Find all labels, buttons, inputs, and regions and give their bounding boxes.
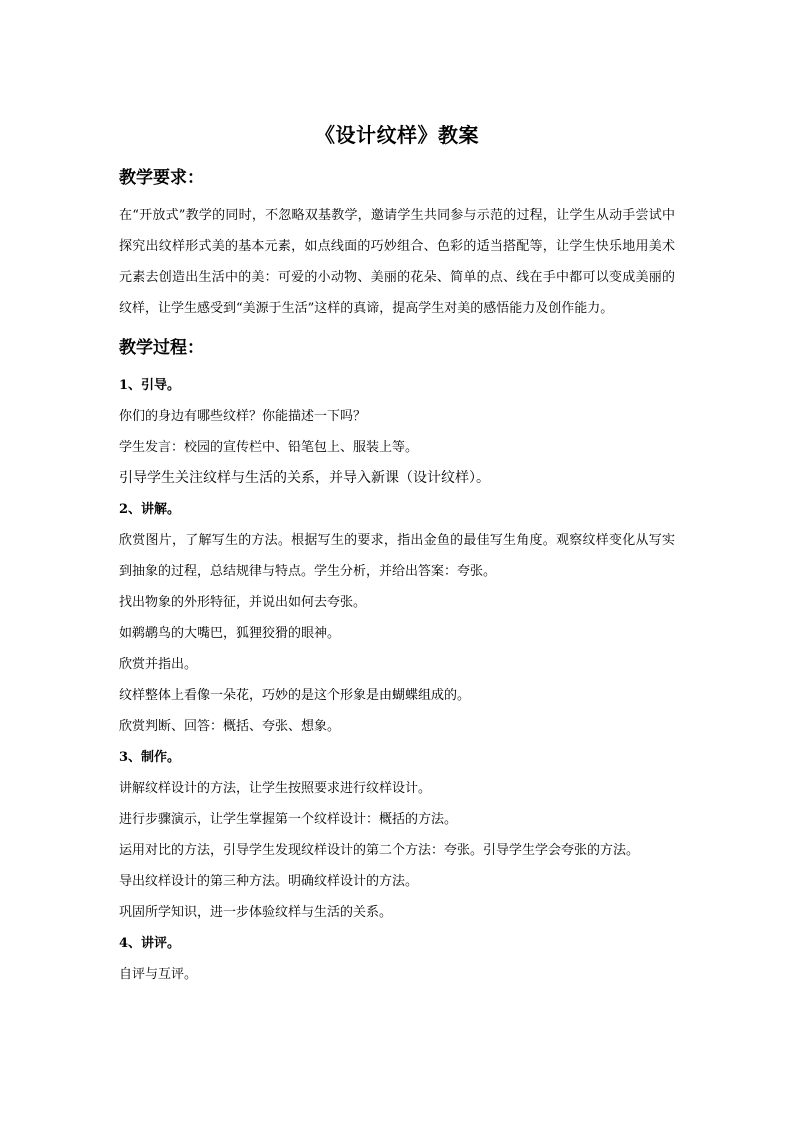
step-heading-guide: 1、引导。 [119, 378, 181, 393]
step-line: 如鹈鹕鸟的大嘴巴，狐狸狡猾的眼神。 [119, 626, 341, 641]
step-line: 自评与互评。 [119, 967, 198, 982]
step-line: 找出物象的外形特征，并说出如何去夸张。 [119, 595, 367, 610]
step-line: 欣赏并指出。 [119, 657, 198, 672]
step-line: 巩固所学知识，进一步体验纹样与生活的关系。 [119, 905, 393, 920]
step-line: 导出纹样设计的第三种方法。明确纹样设计的方法。 [119, 874, 419, 889]
step-line: 欣赏图片，了解写生的方法。根据写生的要求，指出金鱼的最佳写生角度。观察纹样变化从写实到抽象的过程，总结规律与特点。学生分析，并给出答案：夸张。 [119, 533, 675, 579]
document-content [119, 120, 675, 990]
step-line: 引导学生关注纹样与生活的关系，并导入新课（设计纹样）。 [119, 470, 490, 486]
step-heading-explain: 2、讲解。 [119, 502, 181, 517]
step-line: 运用对比的方法，引导学生发现纹样设计的第二个方法：夸张。引导学生学会夸张的方法。 [119, 843, 640, 858]
process-heading: 教学过程： [119, 338, 204, 358]
step-heading-review: 4、讲评。 [119, 936, 181, 951]
requirements-text: 在“开放式”教学的同时，不忽略双基教学，邀请学生共同参与示范的过程，让学生从动手尝试中探究出纹样形式美的基本元素，如点线面的巧妙组合、色彩的适当搭配等，让学生快乐地用美术元素去创造出生活中的美：可爱的小动物、美丽的花朵、简单的点、线在手中都可以变成美丽的纹样，让学生感受到“美源于生活”这样的真谛，提高学生对美的感悟能力及创作能力。 [119, 208, 675, 316]
step-line: 讲解纹样设计的方法，让学生按照要求进行纹样设计。 [119, 781, 432, 796]
requirements-heading: 教学要求： [119, 168, 204, 188]
step-line: 欣赏判断、回答：概括、夸张、想象。 [119, 719, 341, 734]
step-line: 学生发言：校园的宣传栏中、铅笔包上、服装上等。 [119, 440, 419, 455]
step-line: 纹样整体上看像一朵花，巧妙的是这个形象是由蝴蝶组成的。 [119, 688, 471, 703]
step-heading-make: 3、制作。 [119, 750, 181, 765]
document-title: 《设计纹样》教案 [315, 123, 479, 147]
step-line: 你们的身边有哪些纹样？你能描述一下吗？ [119, 409, 367, 424]
step-line: 进行步骤演示，让学生掌握第一个纹样设计：概括的方法。 [119, 812, 458, 827]
section-spacer [119, 324, 675, 334]
